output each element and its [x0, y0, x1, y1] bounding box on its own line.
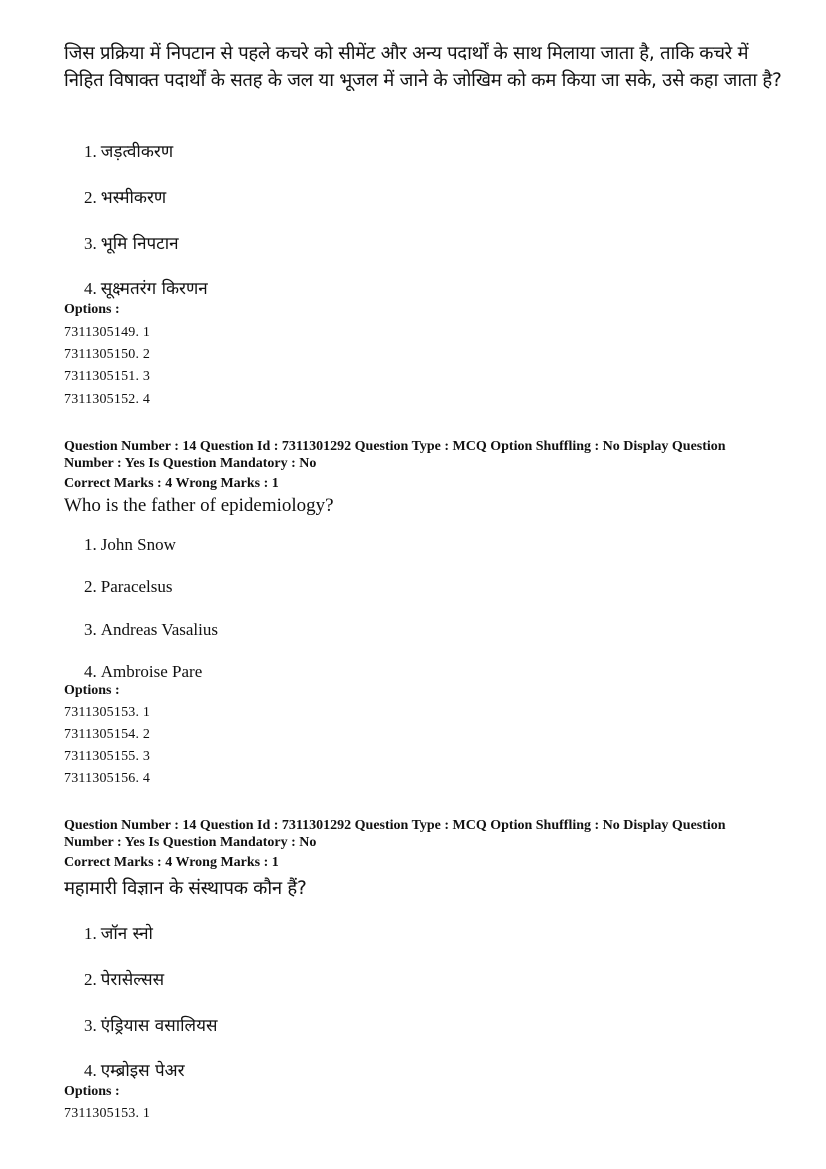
option-label: Andreas Vasalius — [100, 620, 218, 639]
option-label: Paracelsus — [100, 577, 173, 596]
option-number: 3. — [84, 620, 97, 639]
option-number: 1. — [84, 535, 97, 554]
option-3 — [84, 620, 218, 640]
option-label: जड़त्वीकरण — [100, 142, 174, 162]
question-meta-line: Question Number : 14 Question Id : 7311301292 Question Type : MCQ Option Shuffling : No Display Question — [64, 439, 726, 454]
option-id: 7311305154. 2 — [64, 727, 151, 742]
option-number: 2. — [84, 188, 97, 207]
option-label: Ambroise Pare — [100, 662, 203, 681]
option-2 — [84, 967, 164, 990]
option-label: भस्मीकरण — [100, 188, 167, 208]
option-1 — [84, 535, 176, 555]
option-id: 7311305151. 3 — [64, 369, 151, 384]
option-label: एम्ब्रोइस पेअर — [100, 1061, 185, 1081]
option-4 — [84, 276, 208, 299]
question-meta-line: Number : Yes Is Question Mandatory : No — [64, 456, 317, 471]
option-number: 2. — [84, 577, 97, 596]
option-1 — [84, 139, 173, 162]
option-label: जॉन स्नो — [100, 924, 153, 944]
option-3 — [84, 231, 179, 254]
option-number: 1. — [84, 924, 97, 943]
option-number: 4. — [84, 279, 97, 298]
option-label: पेरासेल्सस — [100, 970, 165, 990]
question-text-hindi: जिस प्रक्रिया में निपटान से पहले कचरे को सीमेंट और अन्य पदार्थों के साथ मिलाया जाता है, ताकि कचरे में निहित विषाक्त पदार्थों के सतह के जल या भूजल में जाने के जोखिम को कम किया जा सके, उसे कहा जाता है? — [64, 43, 782, 91]
option-label: John Snow — [100, 535, 176, 554]
option-2 — [84, 185, 166, 208]
question-marks: Correct Marks : 4 Wrong Marks : 1 — [64, 855, 279, 870]
option-id: 7311305149. 1 — [64, 325, 151, 340]
question-meta-line: Number : Yes Is Question Mandatory : No — [64, 835, 317, 850]
option-id: 7311305155. 3 — [64, 749, 151, 764]
option-number: 3. — [84, 234, 97, 253]
option-4 — [84, 662, 202, 682]
options-heading: Options : — [64, 683, 120, 698]
question-meta — [64, 817, 776, 851]
option-2 — [84, 577, 173, 597]
option-label: सूक्ष्मतरंग किरणन — [100, 279, 208, 299]
option-id: 7311305156. 4 — [64, 771, 151, 786]
option-number: 4. — [84, 662, 97, 681]
option-id: 7311305152. 4 — [64, 392, 151, 407]
option-1 — [84, 921, 153, 944]
option-number: 4. — [84, 1061, 97, 1080]
option-label: भूमि निपटान — [100, 234, 179, 254]
option-id: 7311305150. 2 — [64, 347, 151, 362]
options-heading: Options : — [64, 1084, 120, 1099]
question-text-hindi: महामारी विज्ञान के संस्थापक कौन हैं? — [64, 878, 307, 899]
question-marks: Correct Marks : 4 Wrong Marks : 1 — [64, 476, 279, 491]
option-number: 3. — [84, 1016, 97, 1035]
option-number: 2. — [84, 970, 97, 989]
question-meta-line: Question Number : 14 Question Id : 7311301292 Question Type : MCQ Option Shuffling : No Display Question — [64, 818, 726, 833]
option-label: एंड्रियास वसालियस — [100, 1016, 218, 1036]
question-meta — [64, 438, 776, 472]
option-4 — [84, 1058, 185, 1081]
option-id: 7311305153. 1 — [64, 705, 151, 720]
option-id: 7311305153. 1 — [64, 1106, 151, 1121]
option-number: 1. — [84, 142, 97, 161]
option-3 — [84, 1013, 217, 1036]
question-text-english: Who is the father of epidemiology? — [64, 495, 334, 516]
options-heading: Options : — [64, 302, 120, 317]
